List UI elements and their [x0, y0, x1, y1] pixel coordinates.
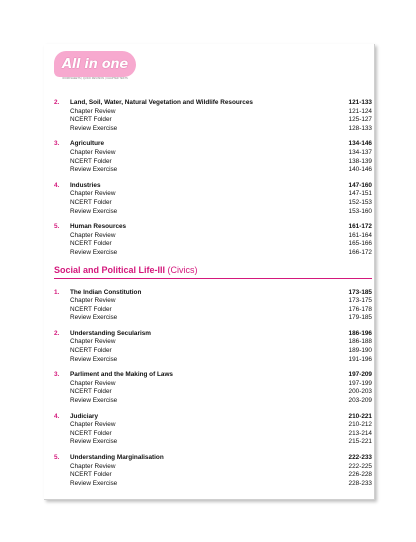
subsection-title: Chapter Review — [70, 338, 116, 346]
subsection-title: NCERT Folder — [70, 116, 112, 124]
chapter-number: 5. — [54, 223, 60, 231]
subsection-pages: 210-212 — [348, 421, 372, 429]
subsection-row — [54, 208, 372, 217]
subsection-pages: 203-209 — [348, 397, 372, 405]
subsection-title: Review Exercise — [70, 355, 118, 363]
subsection-pages: 191-196 — [348, 355, 372, 363]
section-gap — [54, 133, 372, 140]
toc-content — [54, 99, 372, 495]
chapter-row — [54, 182, 372, 191]
civics-heading-sub: (Civics) — [167, 264, 198, 275]
section-gap — [54, 406, 372, 413]
subsection-pages: 165-166 — [348, 240, 372, 248]
chapter-pages: 186-196 — [348, 329, 372, 337]
toc-chapter — [54, 413, 372, 447]
chapter-pages: 161-172 — [348, 223, 372, 231]
subsection-pages: 200-203 — [348, 388, 372, 396]
section-gap — [54, 364, 372, 371]
chapter-row — [54, 454, 372, 463]
subsection-row — [54, 249, 372, 258]
subsection-pages: 128-133 — [348, 124, 372, 132]
subsection-title: NCERT Folder — [70, 157, 112, 165]
toc-chapter — [54, 371, 372, 405]
section-gap — [54, 488, 372, 495]
subsection-title: NCERT Folder — [70, 388, 112, 396]
chapter-row — [54, 371, 372, 380]
chapter-number: 3. — [54, 371, 60, 379]
subsection-pages: 161-164 — [348, 231, 372, 239]
subsection-title: NCERT Folder — [70, 471, 112, 479]
subsection-row — [54, 421, 372, 430]
subsection-title: Review Exercise — [70, 438, 118, 446]
chapter-number: 4. — [54, 181, 60, 189]
subsection-pages: 173-175 — [348, 297, 372, 305]
toc-chapter — [54, 330, 372, 364]
chapter-title: Understanding Secularism — [70, 329, 151, 337]
toc-chapter — [54, 454, 372, 488]
chapter-title: Land, Soil, Water, Natural Vegetation and Wildlife Resources — [70, 99, 253, 106]
subsection-title: Review Exercise — [70, 166, 118, 174]
chapter-row — [54, 99, 372, 108]
section-gap — [54, 447, 372, 454]
subsection-title: NCERT Folder — [70, 240, 112, 248]
subsection-pages: 228-233 — [348, 479, 372, 487]
subsection-pages: 213-214 — [348, 429, 372, 437]
subsection-row — [54, 116, 372, 125]
chapter-pages: 222-233 — [348, 454, 372, 461]
subsection-pages: 215-221 — [348, 438, 372, 446]
subsection-pages: 197-199 — [348, 379, 372, 387]
toc-page — [44, 44, 375, 500]
civics-heading — [54, 265, 372, 279]
subsection-pages: 140-146 — [348, 166, 372, 174]
subsection-pages: 166-172 — [348, 248, 372, 256]
subsection-row — [54, 306, 372, 315]
subsection-pages: 226-228 — [348, 471, 372, 479]
chapter-pages: 147-160 — [348, 181, 372, 189]
chapter-title: Judiciary — [70, 412, 99, 420]
toc-chapter — [54, 223, 372, 257]
subsection-pages: 222-225 — [348, 462, 372, 470]
subsection-row — [54, 480, 372, 489]
subsection-title: Review Exercise — [70, 248, 118, 256]
chapter-number: 1. — [54, 288, 60, 296]
subsection-pages: 147-151 — [348, 190, 372, 198]
chapter-title: Understanding Marginalisation — [70, 454, 164, 461]
subsection-title: Chapter Review — [70, 231, 116, 239]
chapter-title: Agriculture — [70, 140, 105, 148]
section-gap — [54, 323, 372, 330]
subsection-row — [54, 297, 372, 306]
subsection-row — [54, 199, 372, 208]
section-gap — [54, 216, 372, 223]
subsection-title: Chapter Review — [70, 107, 116, 115]
toc-chapter — [54, 140, 372, 174]
chapter-row — [54, 289, 372, 298]
chapter-title: Industries — [70, 181, 101, 189]
subsection-title: Chapter Review — [70, 462, 116, 470]
brand-tagline: WORKSHEETS | QUICK REVISION | CHAPTER TESTS — [62, 77, 128, 80]
toc-chapter — [54, 289, 372, 323]
subsection-title: Review Exercise — [70, 314, 118, 322]
subsection-title: Chapter Review — [70, 297, 116, 305]
subsection-title: NCERT Folder — [70, 198, 112, 206]
subsection-row — [54, 463, 372, 472]
toc-chapter — [54, 182, 372, 216]
subsection-pages: 134-137 — [348, 148, 372, 156]
chapter-pages: 173-185 — [348, 288, 372, 296]
subsection-title: NCERT Folder — [70, 429, 112, 437]
subsection-title: Chapter Review — [70, 190, 116, 198]
subsection-title: Review Exercise — [70, 207, 118, 215]
subsection-pages: 138-139 — [348, 157, 372, 165]
civics-chapters — [54, 289, 372, 496]
subsection-pages: 121-124 — [348, 107, 372, 115]
subsection-row — [54, 232, 372, 241]
chapter-number: 2. — [54, 329, 60, 337]
chapter-row — [54, 330, 372, 339]
subsection-row — [54, 438, 372, 447]
subsection-row — [54, 108, 372, 117]
subsection-row — [54, 388, 372, 397]
subsection-row — [54, 125, 372, 134]
chapter-pages: 197-209 — [348, 371, 372, 379]
brand-logo — [54, 51, 136, 77]
subsection-row — [54, 338, 372, 347]
chapter-pages: 210-221 — [348, 412, 372, 420]
subsection-row — [54, 397, 372, 406]
chapter-row — [54, 140, 372, 149]
subsection-title: Chapter Review — [70, 148, 116, 156]
chapter-title: The Indian Constitution — [70, 288, 142, 296]
subsection-title: NCERT Folder — [70, 305, 112, 313]
civics-heading-main: Social and Political Life-III — [54, 264, 166, 275]
brand-logo-text: All in one — [62, 56, 128, 72]
chapter-title: Parliment and the Making of Laws — [70, 371, 173, 379]
subsection-row — [54, 347, 372, 356]
subsection-pages: 179-185 — [348, 314, 372, 322]
chapter-pages: 134-146 — [348, 140, 372, 148]
subsection-row — [54, 166, 372, 175]
subsection-title: Review Exercise — [70, 124, 118, 132]
subsection-row — [54, 380, 372, 389]
geography-chapters — [54, 99, 372, 265]
section-gap — [54, 258, 372, 265]
subsection-row — [54, 190, 372, 199]
subsection-row — [54, 356, 372, 365]
subsection-row — [54, 314, 372, 323]
subsection-row — [54, 430, 372, 439]
chapter-number: 3. — [54, 140, 60, 148]
toc-chapter — [54, 99, 372, 133]
subsection-pages: 186-188 — [348, 338, 372, 346]
chapter-number: 4. — [54, 412, 60, 420]
subsection-row — [54, 471, 372, 480]
subsection-row — [54, 149, 372, 158]
chapter-row — [54, 223, 372, 232]
subsection-title: NCERT Folder — [70, 347, 112, 355]
subsection-pages: 153-160 — [348, 207, 372, 215]
subsection-row — [54, 158, 372, 167]
section-gap — [54, 175, 372, 182]
subsection-title: Review Exercise — [70, 397, 118, 405]
subsection-title: Chapter Review — [70, 379, 116, 387]
chapter-number: 2. — [54, 99, 60, 106]
subsection-pages: 176-178 — [348, 305, 372, 313]
chapter-number: 5. — [54, 454, 60, 461]
chapter-title: Human Resources — [70, 223, 127, 231]
chapter-row — [54, 413, 372, 422]
subsection-pages: 125-127 — [348, 116, 372, 124]
chapter-pages: 121-133 — [348, 99, 372, 106]
subsection-title: Review Exercise — [70, 479, 118, 487]
subsection-title: Chapter Review — [70, 421, 116, 429]
subsection-pages: 152-153 — [348, 198, 372, 206]
subsection-row — [54, 240, 372, 249]
subsection-pages: 189-190 — [348, 347, 372, 355]
